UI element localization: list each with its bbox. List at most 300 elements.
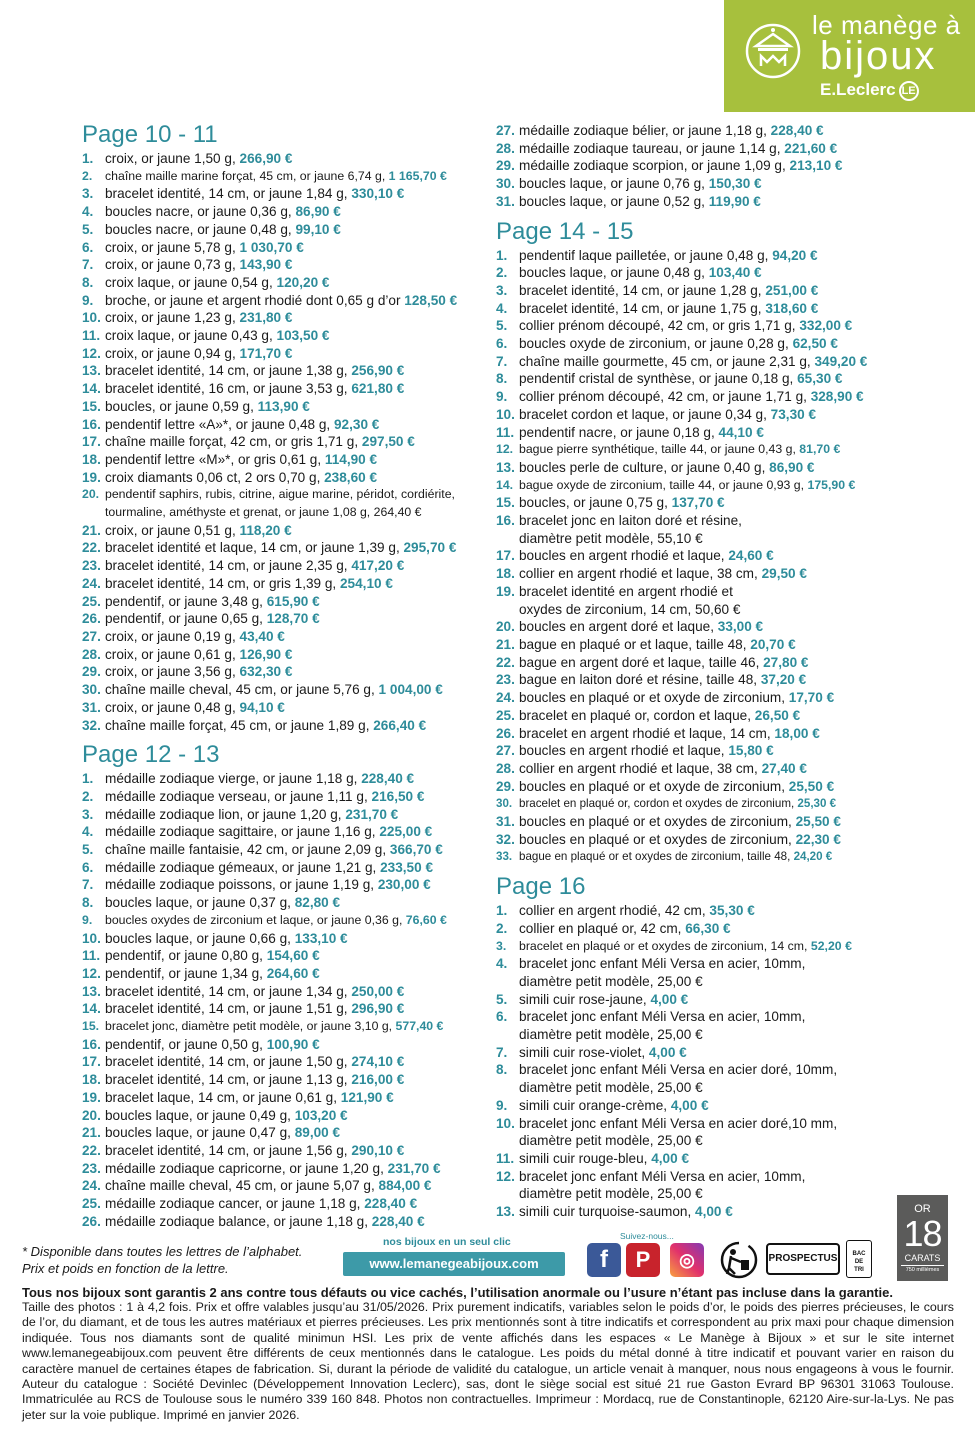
list-item — [82, 469, 492, 487]
item-text: pendentif lettre «A»*, or jaune 0,48 g, — [105, 416, 334, 432]
item-text: boucles en argent doré et laque, — [519, 619, 718, 635]
item-continuation — [496, 1132, 896, 1150]
logo-brand-text: E.Leclerc — [820, 80, 896, 99]
item-text: chaîne maille marine forçat, 45 cm, or jaune 6,74 g, — [105, 168, 389, 183]
item-text: bracelet identité, 16 cm, or jaune 3,53 g, — [105, 381, 352, 397]
item-text: boucles, or jaune 0,75 g, — [519, 495, 672, 511]
item-text: médaille zodiaque poissons, or jaune 1,19 g, — [105, 877, 378, 893]
item-description — [519, 282, 818, 300]
list-item — [82, 309, 492, 327]
item-description — [519, 938, 852, 956]
item-price: 22,30 € — [795, 831, 841, 847]
list-item — [496, 193, 896, 211]
item-text: pendentif, or jaune 1,34 g, — [105, 965, 267, 981]
item-continuation-text: diamètre petit modèle, — [519, 1080, 658, 1096]
item-text: boucles en argent rhodié et laque, — [519, 548, 729, 564]
item-price: 216,00 € — [351, 1072, 405, 1088]
item-text: pendentif nacre, or jaune 0,18 g, — [519, 424, 719, 440]
item-description — [519, 742, 774, 760]
item-description — [105, 1053, 404, 1071]
item-number: 4. — [82, 204, 94, 220]
item-price: 228,40 € — [364, 1196, 418, 1212]
list-item — [496, 1203, 896, 1221]
website-link[interactable]: www.lemanegeabijoux.com — [343, 1252, 565, 1276]
list-item — [496, 991, 896, 1009]
item-price: 92,30 € — [334, 416, 380, 432]
item-description — [519, 795, 836, 813]
item-number: 14. — [82, 1001, 101, 1017]
facebook-icon[interactable]: f — [587, 1243, 621, 1277]
logo-line1: le manège à — [812, 10, 961, 40]
item-text: bague en plaqué or et oxydes de zirconium, taille 48, — [519, 850, 794, 864]
item-number: 10. — [496, 1115, 515, 1131]
item-number: 13. — [496, 459, 515, 475]
instagram-icon[interactable]: ◎ — [670, 1243, 704, 1277]
item-description — [519, 707, 800, 725]
item-number: 8. — [496, 371, 508, 387]
item-description — [105, 256, 292, 274]
item-number: 6. — [496, 1009, 508, 1025]
item-price: 86,90 € — [769, 459, 815, 475]
item-number: 21. — [82, 522, 101, 538]
item-description — [105, 185, 404, 203]
item-description — [105, 345, 292, 363]
item-price: 113,90 € — [257, 398, 310, 414]
item-number: 29. — [496, 778, 515, 794]
item-description — [105, 841, 443, 859]
item-description — [105, 646, 292, 664]
item-price: 25,00 € — [657, 973, 703, 989]
item-price: 43,40 € — [239, 628, 285, 644]
list-item — [496, 122, 896, 140]
item-text: broche, or jaune et argent rhodié dont 0,65 g d’or — [105, 292, 405, 308]
item-price: 27,40 € — [761, 760, 807, 776]
item-text: bague en laiton doré et résine, taille 48, — [519, 672, 761, 688]
item-text: boucles laque, or jaune 0,76 g, — [519, 176, 709, 192]
item-price: 33,00 € — [717, 619, 764, 635]
item-price: 66,30 € — [685, 920, 731, 936]
item-description — [105, 699, 285, 717]
item-number: 11. — [496, 424, 515, 440]
item-number: 23. — [82, 1160, 101, 1176]
item-price: 328,90 € — [810, 389, 864, 405]
item-description — [105, 770, 414, 788]
item-number: 26. — [82, 1213, 101, 1229]
item-number: 8. — [82, 895, 94, 911]
item-price: 24,20 € — [793, 850, 833, 864]
item-description — [519, 813, 841, 831]
item-number: 16. — [82, 416, 101, 432]
item-number: 9. — [82, 912, 93, 927]
item-price: 264,60 € — [266, 965, 320, 981]
item-text: bracelet identité, 14 cm, or jaune 1,13 g, — [105, 1072, 352, 1088]
or-milliemes: 750 millièmes — [901, 1265, 944, 1274]
item-number: 5. — [496, 318, 508, 334]
item-price: 251,00 € — [765, 282, 819, 298]
item-text: croix, or jaune 1,23 g, — [105, 310, 240, 326]
item-description — [519, 477, 855, 495]
item-text: chaîne maille forçat, 45 cm, or jaune 1,89 g, — [105, 717, 374, 733]
item-price: 266,90 € — [239, 151, 293, 166]
item-text: boucles en plaqué or et oxydes de zirconium, — [519, 814, 796, 830]
item-text: collier prénom découpé, 42 cm, or gris 1,71 g, — [519, 318, 800, 334]
item-description — [519, 1061, 837, 1079]
item-price: 297,50 € — [361, 434, 415, 450]
item-text: chaîne maille cheval, 45 cm, or jaune 5,76 g, — [105, 682, 379, 698]
list-item — [82, 894, 492, 912]
item-number: 19. — [82, 469, 101, 485]
item-text: croix, or jaune 0,51 g, — [105, 522, 240, 538]
list-item — [82, 575, 492, 593]
list-item — [496, 317, 896, 335]
item-text: chaîne maille gourmette, 45 cm, or jaune 2,31 g, — [519, 353, 815, 369]
list-item — [82, 557, 492, 575]
item-description — [105, 416, 379, 434]
item-description — [519, 512, 742, 530]
item-description — [105, 663, 292, 681]
item-description — [519, 300, 818, 318]
item-price: 231,70 € — [345, 806, 399, 822]
list-item — [82, 185, 492, 203]
item-number: 2. — [82, 168, 93, 183]
list-item — [82, 539, 492, 557]
item-description — [105, 717, 426, 735]
list-item — [82, 256, 492, 274]
item-price: 120,20 € — [276, 274, 330, 290]
item-number: 31. — [496, 193, 515, 209]
item-text: bracelet jonc, diamètre petit modèle, or jaune 3,10 g, — [105, 1019, 396, 1034]
item-number: 5. — [82, 842, 94, 858]
list-item — [496, 264, 896, 282]
item-description — [105, 380, 404, 398]
item-text: boucles laque, or jaune 0,47 g, — [105, 1125, 295, 1141]
item-price: 65,30 € — [797, 371, 843, 387]
item-price: 318,60 € — [765, 300, 819, 316]
item-number: 16. — [496, 513, 515, 529]
item-text: croix, or jaune 0,94 g, — [105, 345, 240, 361]
item-description — [519, 831, 841, 849]
item-continuation-text: diamètre petit modèle, — [519, 1133, 658, 1149]
item-continuation-text: diamètre petit modèle, — [519, 530, 658, 546]
item-price: 4,00 € — [648, 1044, 687, 1060]
item-description — [519, 547, 774, 565]
item-text: médaille zodiaque bélier, or jaune 1,18 g, — [519, 123, 771, 138]
item-description — [519, 441, 840, 459]
item-price: 266,40 € — [373, 717, 427, 733]
item-price: 128,50 € — [404, 292, 458, 308]
item-text: boucles en plaqué or et oxyde de zirconium, — [519, 778, 789, 794]
section-title: Page 10 - 11 — [82, 121, 218, 148]
bac-line-1: BAC — [852, 1251, 866, 1257]
item-text: bracelet identité, 14 cm, or jaune 2,35 g, — [105, 558, 352, 574]
item-description — [105, 451, 377, 469]
list-item — [496, 388, 896, 406]
list-item — [82, 451, 492, 469]
list-item — [496, 1168, 896, 1186]
item-description — [519, 1115, 837, 1133]
list-item — [496, 654, 896, 672]
item-description — [519, 157, 842, 175]
item-text: bracelet identité, 14 cm, or jaune 1,50 g, — [105, 1054, 352, 1070]
item-description — [105, 947, 320, 965]
item-price: 295,70 € — [403, 540, 457, 556]
list-item — [496, 459, 896, 477]
item-text: médaille zodiaque gémeaux, or jaune 1,21 g, — [105, 859, 381, 875]
item-price: 175,90 € — [807, 477, 856, 492]
item-price: 50,60 € — [695, 601, 741, 617]
item-number: 30. — [82, 682, 101, 698]
section-title: Page 14 - 15 — [496, 217, 634, 245]
item-description — [519, 424, 764, 442]
right-column — [496, 122, 896, 1221]
item-price: 119,90 € — [708, 193, 761, 209]
item-continuation — [496, 1079, 896, 1097]
item-number: 19. — [82, 1089, 101, 1105]
item-description — [519, 955, 805, 973]
item-price: 577,40 € — [395, 1019, 444, 1034]
item-number: 13. — [82, 363, 101, 379]
item-price: 25,00 € — [657, 1186, 703, 1202]
list-item — [82, 806, 492, 824]
item-number: 2. — [496, 265, 508, 281]
item-continuation-text: diamètre petit modèle, — [519, 1027, 658, 1043]
item-price: 231,80 € — [239, 310, 293, 326]
section-title: Page 12 - 13 — [82, 741, 220, 769]
item-description — [105, 575, 393, 593]
item-text: croix, or jaune 5,78 g, — [105, 239, 240, 255]
list-item — [82, 292, 492, 310]
item-text: boucles en argent rhodié et laque, — [519, 743, 729, 759]
item-text: bracelet jonc enfant Méli Versa en acier, 10mm, — [519, 1009, 806, 1025]
item-continuation — [496, 1185, 896, 1203]
logo-line2: bijoux — [820, 34, 937, 78]
item-description — [519, 193, 761, 211]
item-description — [105, 486, 455, 504]
item-description — [105, 1036, 320, 1054]
item-number: 5. — [82, 221, 94, 237]
item-number: 22. — [496, 654, 515, 670]
item-continuation-text: diamètre petit modèle, — [519, 973, 658, 989]
section-title: Page 16 — [496, 873, 586, 901]
item-text: pendentif lettre «M»*, or gris 0,61 g, — [105, 451, 325, 467]
item-number: 29. — [496, 158, 515, 174]
item-number: 12. — [496, 1168, 515, 1184]
list-item — [496, 831, 896, 849]
list-item — [82, 841, 492, 859]
item-number: 6. — [82, 859, 94, 875]
list-item — [82, 1053, 492, 1071]
item-description — [105, 1195, 417, 1213]
list-item — [82, 1124, 492, 1142]
item-price: 128,70 € — [266, 611, 320, 627]
item-price: 332,00 € — [799, 318, 853, 334]
list-item — [82, 486, 492, 504]
item-continuation — [496, 1026, 896, 1044]
item-number: 12. — [496, 442, 514, 457]
list-item — [82, 947, 492, 965]
item-number: 27. — [496, 123, 515, 138]
list-item — [496, 778, 896, 796]
item-number: 8. — [496, 1062, 508, 1078]
item-number: 8. — [82, 274, 94, 290]
item-number: 18. — [496, 566, 515, 582]
list-item — [82, 1036, 492, 1054]
item-text: bracelet identité en argent rhodié et — [519, 583, 733, 599]
item-price: 103,20 € — [294, 1107, 348, 1123]
item-text: médaille zodiaque taureau, or jaune 1,14 g, — [519, 140, 785, 156]
item-number: 15. — [82, 398, 101, 414]
item-text: croix, or jaune 0,61 g, — [105, 646, 240, 662]
item-price: 17,70 € — [788, 690, 835, 706]
item-number: 29. — [82, 664, 101, 680]
footnote-line-2: Prix et poids en fonction de la lettre. — [22, 1261, 229, 1276]
item-number: 24. — [496, 690, 515, 706]
item-description — [105, 398, 310, 416]
item-description — [105, 327, 329, 345]
list-item — [496, 920, 896, 938]
item-number: 32. — [82, 717, 101, 733]
item-text: chaîne maille fantaisie, 42 cm, or jaune 2,09 g, — [105, 842, 390, 858]
recycling-person-icon — [717, 1240, 761, 1280]
item-number: 17. — [82, 434, 101, 450]
list-item — [82, 876, 492, 894]
item-text: boucles laque, or jaune 0,49 g, — [105, 1107, 295, 1123]
list-item — [496, 282, 896, 300]
list-item — [496, 477, 896, 495]
item-number: 20. — [82, 1107, 101, 1123]
footnote — [22, 1243, 302, 1277]
list-item — [496, 618, 896, 636]
item-description — [519, 636, 796, 654]
item-description — [105, 274, 329, 292]
item-text: bague oxyde de zirconium, taille 44, or jaune 0,93 g, — [519, 477, 808, 492]
item-price: 37,20 € — [760, 672, 807, 688]
item-text: bracelet jonc enfant Méli Versa en acier, 10mm, — [519, 1168, 806, 1184]
item-text: pendentif, or jaune 3,48 g, — [105, 593, 267, 609]
item-number: 7. — [82, 257, 94, 273]
item-price: 82,80 € — [294, 895, 341, 911]
item-number: 6. — [82, 239, 94, 255]
item-text: médaille zodiaque cancer, or jaune 1,18 g, — [105, 1196, 365, 1212]
item-description — [105, 433, 415, 451]
item-description — [105, 1142, 404, 1160]
list-item — [496, 441, 896, 459]
list-item — [82, 433, 492, 451]
item-number: 30. — [496, 176, 515, 192]
item-text: bracelet en argent rhodié et laque, 14 cm, — [519, 725, 775, 741]
list-item — [82, 912, 492, 930]
item-number: 10. — [82, 310, 101, 326]
list-item — [496, 707, 896, 725]
legal-text: Taille des photos : 1 à 4,2 fois. Prix et offre valables jusqu’au 31/05/2026. Prix purement indicatifs, variables selon le poids d’or, le poids des pierres précieuses, le cours de l’or, du diamant, et de tous les autres matériaux et pierres précieuses. Les prix mentionnés sont à titre indicatifs et correspondent au prix maxi pour chaque dimension indiquée. Tous nos diamants sont de qualité minimun HSI. Les prix de vente affichés dans les espaces « Le Manège à Bijoux » et sur le site internet www.lemanegeabijoux.com peuvent être différents de ceux mentionnés dans le catalogue. Les poids du métal donné à titre indicatif et pouvant varier en raison du caractère manuel de certaines étapes de fabrication. Si, durant la période de validité du catalogue, un article venait à manquer, nous nous engageons à vous le fournir. Auteur du catalogue : Société Devinlec (Développement Innovation Leclerc), sas, dont le siège social est situé 21 rue Gaston Evrard BP 96301 31063 Toulouse. Immatriculée au RCS de Toulouse sous le numéro 339 160 848. Photos non contractuelles. Imprimeur : Mordacq, rue de Constantinople, 62120 Aire-sur-la-Lys. Ne pas jeter sur la voie publique. Imprimé en janvier 2026. — [22, 1300, 954, 1422]
item-price: 213,10 € — [789, 158, 843, 174]
item-text: bracelet identité, 14 cm, or jaune 1,56 g, — [105, 1142, 352, 1158]
item-number: 9. — [496, 389, 508, 405]
list-item — [82, 1000, 492, 1018]
item-price: 615,90 € — [266, 593, 320, 609]
pinterest-icon[interactable]: P — [626, 1243, 660, 1277]
item-description — [105, 859, 433, 877]
item-text: simili cuir rouge-bleu, — [519, 1150, 652, 1166]
item-description — [105, 1107, 348, 1125]
list-item — [496, 760, 896, 778]
item-continuation — [496, 530, 896, 548]
brand-logo — [724, 0, 975, 112]
item-number: 17. — [82, 1054, 101, 1070]
item-description — [519, 618, 763, 636]
item-description — [105, 983, 404, 1001]
list-item — [82, 522, 492, 540]
item-description — [519, 848, 832, 866]
item-price: 114,90 € — [324, 451, 378, 467]
item-number: 31. — [82, 699, 101, 715]
item-description — [105, 681, 443, 699]
item-price: 81,70 € — [799, 442, 841, 457]
item-price: 621,80 € — [351, 381, 405, 397]
item-description — [105, 1160, 441, 1178]
item-description — [519, 920, 731, 938]
list-item — [496, 1061, 896, 1079]
list-item — [82, 1089, 492, 1107]
item-price: 238,60 € — [324, 469, 378, 485]
item-text: médaille zodiaque verseau, or jaune 1,11 g, — [105, 788, 372, 804]
item-price: 216,50 € — [371, 788, 425, 804]
item-description — [519, 1168, 805, 1186]
item-price: 103,50 € — [276, 328, 330, 344]
item-price: 4,00 € — [695, 1204, 733, 1220]
item-continuation-text: oxydes de zirconium, 14 cm, — [519, 601, 696, 617]
item-description — [519, 353, 867, 371]
item-text: bague pierre synthétique, taille 44, or jaune 0,43 g, — [519, 442, 800, 457]
item-description — [519, 1097, 709, 1115]
item-number: 14. — [82, 381, 101, 397]
item-description — [105, 1213, 425, 1231]
item-description — [105, 150, 292, 168]
item-text: médaille zodiaque capricorne, or jaune 1,20 g, — [105, 1160, 388, 1176]
prospectus-logo: PROSPECTUS — [766, 1243, 840, 1275]
item-price: 417,20 € — [351, 558, 405, 574]
item-number: 18. — [82, 1072, 101, 1088]
item-number: 28. — [496, 760, 515, 776]
item-text: boucles, or jaune 0,59 g, — [105, 398, 258, 414]
item-text: boucles en plaqué or et oxydes de zirconium, — [519, 831, 796, 847]
item-text: bracelet jonc enfant Méli Versa en acier doré, 10mm, — [519, 1062, 838, 1078]
item-text: collier en argent rhodié, 42 cm, — [519, 903, 710, 919]
item-description — [519, 902, 755, 920]
item-number: 28. — [496, 140, 515, 156]
item-description — [519, 725, 820, 743]
list-item — [496, 742, 896, 760]
item-description — [105, 610, 320, 628]
list-item — [82, 699, 492, 717]
item-text: médaille zodiaque lion, or jaune 1,20 g, — [105, 806, 346, 822]
item-text: simili cuir rose-violet, — [519, 1044, 649, 1060]
item-price: 330,10 € — [351, 186, 405, 202]
item-text: boucles oxydes de zirconium et laque, or jaune 0,36 g, — [105, 912, 406, 927]
item-description — [105, 1177, 431, 1195]
item-text: bracelet jonc enfant Méli Versa en acier, 10mm, — [519, 956, 806, 972]
item-price: 94,10 € — [239, 699, 285, 715]
item-price: 62,50 € — [792, 336, 838, 352]
item-text: boucles laque, or jaune 0,52 g, — [519, 193, 709, 209]
list-item — [82, 1142, 492, 1160]
item-description — [519, 991, 688, 1009]
item-number: 1. — [82, 151, 94, 166]
item-number: 10. — [82, 930, 101, 946]
item-text: bracelet en plaqué or et oxydes de zirconium, 14 cm, — [519, 938, 811, 953]
item-price: 4,00 € — [670, 1097, 709, 1113]
item-text: boucles nacre, or jaune 0,36 g, — [105, 204, 296, 220]
